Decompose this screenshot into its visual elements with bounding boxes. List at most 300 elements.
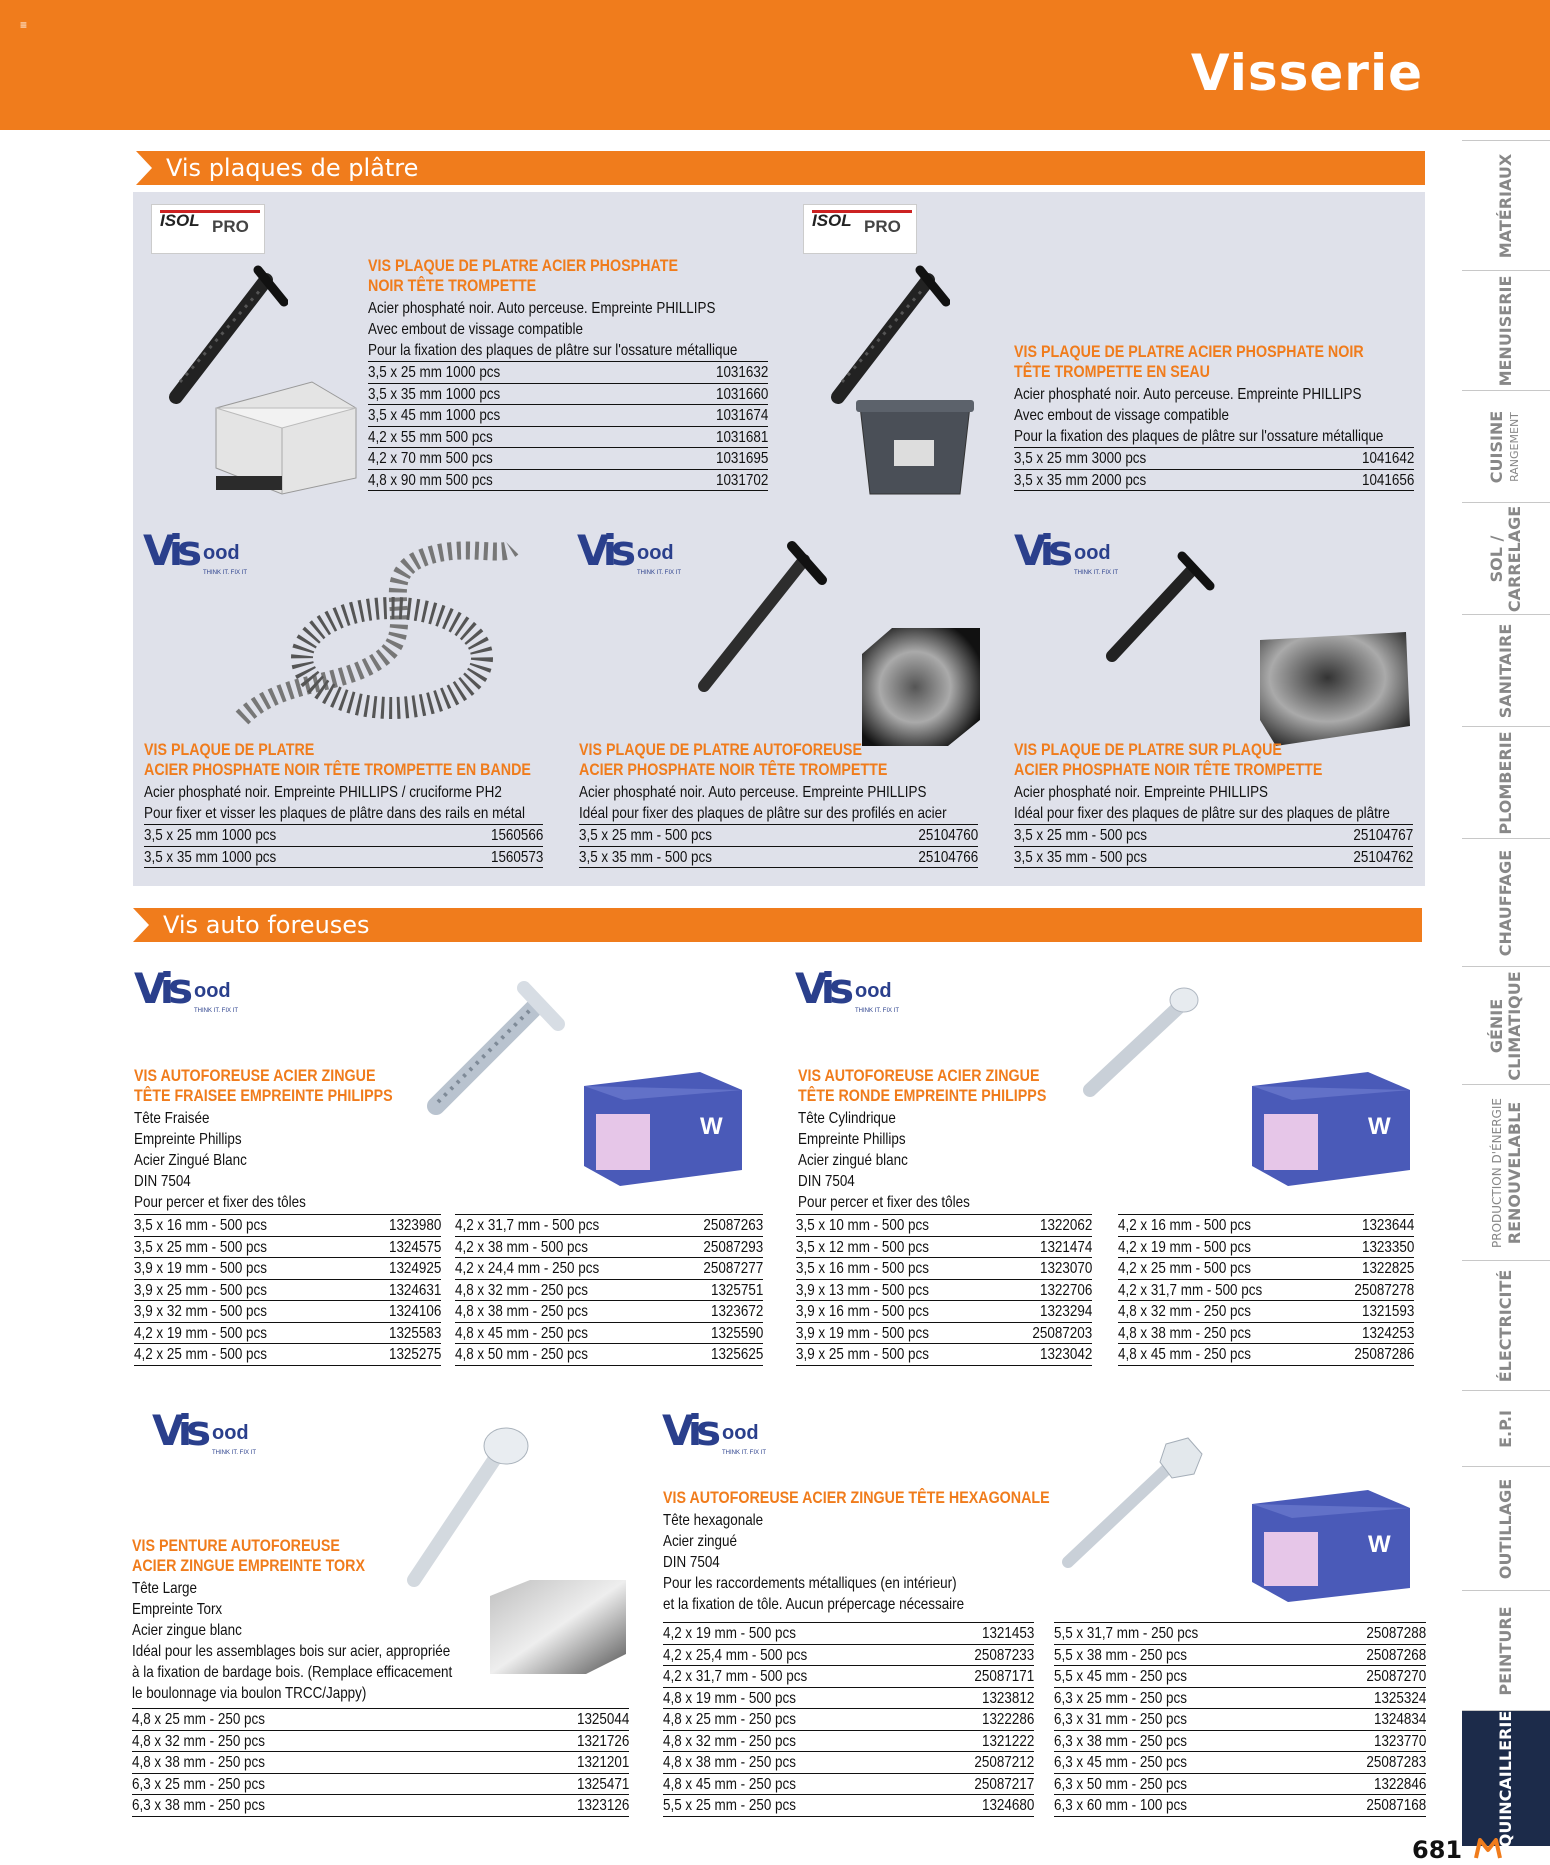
size-cell: 4,8 x 32 mm - 250 pcs bbox=[455, 1281, 588, 1299]
product-box-image bbox=[852, 624, 982, 748]
table-row bbox=[1054, 1666, 1426, 1688]
reference-cell: 1041642 bbox=[1361, 450, 1414, 467]
ref-table bbox=[1014, 824, 1413, 868]
size-cell: 4,2 x 31,7 mm - 500 pcs bbox=[455, 1217, 600, 1234]
reference-cell: 1325625 bbox=[710, 1346, 763, 1363]
product-title: ACIER ZINGUE EMPREINTE TORX bbox=[132, 1556, 366, 1575]
size-cell: 3,5 x 35 mm - 500 pcs bbox=[579, 848, 712, 866]
ref-table bbox=[796, 1214, 1092, 1366]
tab-epi[interactable]: E.P.I bbox=[1462, 1390, 1550, 1466]
product-title: VIS PLAQUE DE PLATRE SUR PLAQUE bbox=[1014, 740, 1282, 759]
product-title: VIS PLAQUE DE PLATRE ACIER PHOSPHATE NOIR bbox=[1014, 342, 1364, 361]
tab-outillage[interactable]: OUTILLAGE bbox=[1462, 1466, 1550, 1590]
reference-cell: 25087270 bbox=[1366, 1668, 1426, 1685]
tab-menuiserie[interactable]: MENUISERIE bbox=[1462, 270, 1550, 390]
page-header bbox=[0, 0, 1550, 130]
brand-m-icon bbox=[1474, 1838, 1502, 1860]
ref-table bbox=[368, 361, 768, 491]
size-cell: 3,5 x 25 mm - 500 pcs bbox=[1014, 827, 1147, 844]
reference-cell: 25087168 bbox=[1366, 1797, 1426, 1814]
size-cell: 3,5 x 25 mm 1000 pcs bbox=[144, 827, 277, 844]
size-cell: 4,8 x 50 mm - 250 pcs bbox=[455, 1346, 588, 1363]
reference-cell: 1031695 bbox=[715, 450, 768, 467]
product-desc: Pour percer et fixer des tôles bbox=[798, 1194, 970, 1211]
viswood-logo: Vis ood THINK IT. FIX IT bbox=[134, 964, 239, 1014]
product-desc: Avec embout de vissage compatible bbox=[368, 321, 583, 338]
product-box-image bbox=[1256, 630, 1412, 748]
tab-plomberie[interactable]: PLOMBERIE bbox=[1462, 726, 1550, 838]
product-desc: Pour percer et fixer des tôles bbox=[134, 1194, 306, 1211]
size-cell: 3,9 x 13 mm - 500 pcs bbox=[796, 1281, 929, 1299]
table-row bbox=[663, 1752, 1034, 1774]
size-cell: 6,3 x 45 mm - 250 pcs bbox=[1054, 1754, 1187, 1771]
table-row bbox=[1118, 1258, 1414, 1280]
reference-cell: 1031632 bbox=[715, 364, 768, 381]
reference-cell: 1323644 bbox=[1361, 1217, 1414, 1234]
visswood-box-image bbox=[1248, 1488, 1412, 1604]
table-row bbox=[134, 1237, 441, 1259]
table-row bbox=[134, 1344, 441, 1366]
reference-cell: 1322846 bbox=[1373, 1775, 1426, 1793]
size-cell: 6,3 x 50 mm - 250 pcs bbox=[1054, 1775, 1187, 1793]
product-autoforeuse-fraisee bbox=[134, 1066, 442, 1213]
size-cell: 3,5 x 35 mm 1000 pcs bbox=[368, 385, 501, 403]
reference-cell: 25087278 bbox=[1354, 1281, 1414, 1299]
table-row bbox=[1014, 470, 1414, 492]
reference-cell: 1325471 bbox=[576, 1775, 629, 1793]
size-cell: 4,8 x 45 mm - 250 pcs bbox=[455, 1324, 588, 1342]
table-row bbox=[1054, 1731, 1426, 1753]
reference-cell: 25087283 bbox=[1366, 1754, 1426, 1771]
table-row bbox=[663, 1709, 1034, 1731]
size-cell: 6,3 x 25 mm - 250 pcs bbox=[1054, 1689, 1187, 1707]
product-desc: Acier phosphaté noir. Empreinte PHILLIPS bbox=[1014, 784, 1269, 801]
table-row bbox=[1118, 1237, 1414, 1259]
size-cell: 5,5 x 31,7 mm - 250 pcs bbox=[1054, 1625, 1199, 1642]
reference-cell: 1322825 bbox=[1361, 1260, 1414, 1277]
table-row bbox=[1054, 1645, 1426, 1667]
reference-cell: 1324925 bbox=[388, 1260, 441, 1277]
product-title: ACIER PHOSPHATE NOIR TÊTE TROMPETTE bbox=[1014, 760, 1323, 779]
product-desc: Acier phosphaté noir. Auto perceuse. Empreinte PHILLIPS bbox=[579, 784, 927, 801]
reference-cell: 1031702 bbox=[715, 471, 768, 489]
tab-materiaux[interactable]: MATÉRIAUX bbox=[1462, 140, 1550, 270]
visswood-box-image bbox=[580, 1070, 744, 1188]
reference-cell: 1324575 bbox=[388, 1238, 441, 1256]
table-row bbox=[455, 1280, 763, 1302]
reference-cell: 1323980 bbox=[388, 1217, 441, 1234]
table-row bbox=[796, 1344, 1092, 1366]
product-desc: Acier Zingué Blanc bbox=[134, 1152, 247, 1169]
size-cell: 3,5 x 35 mm - 500 pcs bbox=[1014, 848, 1147, 866]
reference-cell: 1041656 bbox=[1361, 471, 1414, 489]
page-number: 681 bbox=[1412, 1836, 1463, 1864]
ref-table bbox=[134, 1214, 441, 1366]
table-row bbox=[1014, 825, 1413, 847]
table-row bbox=[663, 1623, 1034, 1645]
reference-cell: 25087286 bbox=[1354, 1346, 1414, 1363]
visswood-box-image bbox=[1248, 1070, 1412, 1188]
ref-table bbox=[663, 1622, 1034, 1817]
svg-text:W: W bbox=[700, 1113, 723, 1140]
reference-cell: 25087268 bbox=[1366, 1646, 1426, 1664]
product-desc: Tête Large bbox=[132, 1580, 198, 1597]
product-desc: Acier phosphaté noir. Auto perceuse. Empreinte PHILLIPS bbox=[1014, 386, 1362, 403]
table-row bbox=[368, 470, 768, 492]
product-desc: Acier phosphaté noir. Empreinte PHILLIPS / cruciforme PH2 bbox=[144, 784, 502, 801]
reference-cell: 25104760 bbox=[918, 827, 978, 844]
reference-cell: 1325590 bbox=[710, 1324, 763, 1342]
size-cell: 3,5 x 25 mm 3000 pcs bbox=[1014, 450, 1147, 467]
table-row bbox=[132, 1731, 629, 1753]
reference-cell: 1324631 bbox=[388, 1281, 441, 1299]
size-cell: 4,2 x 38 mm - 500 pcs bbox=[455, 1238, 588, 1256]
size-cell: 4,2 x 19 mm - 500 pcs bbox=[663, 1625, 796, 1642]
table-row bbox=[368, 384, 768, 406]
svg-text:W: W bbox=[1368, 1113, 1391, 1140]
table-row bbox=[144, 825, 543, 847]
size-cell: 4,2 x 19 mm - 500 pcs bbox=[134, 1324, 267, 1342]
size-cell: 4,8 x 32 mm - 250 pcs bbox=[1118, 1303, 1251, 1320]
product-drywall-bande bbox=[144, 740, 605, 868]
reference-cell: 25104767 bbox=[1353, 827, 1413, 844]
ref-table bbox=[144, 824, 543, 868]
viswood-logo: Vis ood THINK IT. FIX IT bbox=[662, 1406, 767, 1456]
table-row bbox=[134, 1323, 441, 1345]
product-desc: DIN 7504 bbox=[798, 1173, 855, 1190]
reference-cell: 1325044 bbox=[576, 1711, 629, 1728]
reference-cell: 1324834 bbox=[1373, 1711, 1426, 1728]
product-drywall-seau bbox=[1014, 342, 1454, 491]
tab-cuisine[interactable]: CUISINE RANGEMENT bbox=[1462, 390, 1550, 502]
size-cell: 4,8 x 25 mm - 250 pcs bbox=[132, 1711, 265, 1728]
table-row bbox=[1014, 847, 1413, 869]
product-title: TÊTE TROMPETTE EN SEAU bbox=[1014, 362, 1210, 381]
self-drilling-screw-image bbox=[1076, 980, 1204, 1104]
product-title: TÊTE RONDE EMPREINTE PHILIPPS bbox=[798, 1086, 1047, 1105]
product-desc: Empreinte Torx bbox=[132, 1601, 223, 1618]
size-cell: 4,2 x 19 mm - 500 pcs bbox=[1118, 1238, 1251, 1256]
size-cell: 3,5 x 25 mm - 500 pcs bbox=[134, 1238, 267, 1256]
size-cell: 3,5 x 45 mm 1000 pcs bbox=[368, 407, 501, 424]
tab-sanitaire[interactable]: SANITAIRE bbox=[1462, 614, 1550, 726]
tab-quincaillerie[interactable]: QUINCAILLERIE bbox=[1462, 1710, 1550, 1846]
table-row bbox=[1054, 1752, 1426, 1774]
size-cell: 3,9 x 16 mm - 500 pcs bbox=[796, 1303, 929, 1320]
size-cell: 3,5 x 35 mm 1000 pcs bbox=[144, 848, 277, 866]
isolpro-logo: ISOL PRO bbox=[151, 204, 265, 254]
reference-cell: 25087277 bbox=[703, 1260, 763, 1277]
product-desc: Pour la fixation des plaques de plâtre sur l'ossature métallique bbox=[1014, 428, 1384, 445]
size-cell: 3,5 x 25 mm 1000 pcs bbox=[368, 364, 501, 381]
table-row bbox=[134, 1280, 441, 1302]
reference-cell: 1321726 bbox=[576, 1732, 629, 1750]
product-title: VIS PENTURE AUTOFOREUSE bbox=[132, 1536, 340, 1555]
table-row bbox=[1054, 1774, 1426, 1796]
reference-cell: 1325583 bbox=[388, 1324, 441, 1342]
tab-peinture[interactable]: PEINTURE bbox=[1462, 1590, 1550, 1710]
table-row bbox=[368, 427, 768, 449]
reference-cell: 1322062 bbox=[1039, 1217, 1092, 1234]
table-row bbox=[144, 847, 543, 869]
product-desc: le boulonnage via boulon TRCC/Jappy) bbox=[132, 1685, 367, 1702]
product-desc: Acier zingue blanc bbox=[132, 1622, 242, 1639]
reference-cell: 25087233 bbox=[974, 1646, 1034, 1664]
ref-table bbox=[1118, 1214, 1414, 1366]
table-row bbox=[579, 847, 978, 869]
size-cell: 4,8 x 38 mm - 250 pcs bbox=[1118, 1324, 1251, 1342]
page-title: Visserie bbox=[1190, 44, 1423, 102]
size-cell: 6,3 x 38 mm - 250 pcs bbox=[132, 1797, 265, 1814]
size-cell: 4,2 x 70 mm 500 pcs bbox=[368, 450, 493, 467]
table-row bbox=[455, 1215, 763, 1237]
product-title: VIS PLAQUE DE PLATRE ACIER PHOSPHATE bbox=[368, 256, 678, 275]
product-drywall-sur-plaque bbox=[1014, 740, 1461, 868]
size-cell: 4,2 x 25,4 mm - 500 pcs bbox=[663, 1646, 808, 1664]
table-row bbox=[796, 1215, 1092, 1237]
reference-cell: 1322706 bbox=[1039, 1281, 1092, 1299]
product-autoforeuse-ronde bbox=[798, 1066, 1094, 1213]
reference-cell: 1323070 bbox=[1039, 1260, 1092, 1277]
screw-box-image bbox=[212, 378, 360, 496]
product-drywall-trompette bbox=[368, 256, 808, 491]
table-row bbox=[132, 1774, 629, 1796]
product-desc: Avec embout de vissage compatible bbox=[1014, 407, 1229, 424]
tab-sol-carrelage[interactable]: SOL / CARRELAGE bbox=[1462, 502, 1550, 614]
tab-energie-renouvelable[interactable]: PRODUCTION D'ÉNERGIE RENOUVELABLE bbox=[1462, 1084, 1550, 1260]
section-title-autoforeuses: Vis auto foreuses bbox=[133, 908, 1422, 942]
product-title: ACIER PHOSPHATE NOIR TÊTE TROMPETTE bbox=[579, 760, 888, 779]
table-row bbox=[132, 1709, 629, 1731]
table-row bbox=[1054, 1709, 1426, 1731]
table-row bbox=[796, 1258, 1092, 1280]
product-desc: Empreinte Phillips bbox=[798, 1131, 906, 1148]
product-desc: Acier zingué blanc bbox=[798, 1152, 908, 1169]
reference-cell: 1321222 bbox=[981, 1732, 1034, 1750]
collated-screws-image bbox=[222, 538, 522, 738]
reference-cell: 1031660 bbox=[715, 385, 768, 403]
reference-cell: 1321474 bbox=[1039, 1238, 1092, 1256]
ref-table bbox=[1014, 447, 1414, 491]
reference-cell: 1031681 bbox=[715, 428, 768, 446]
size-cell: 3,5 x 16 mm - 500 pcs bbox=[796, 1260, 929, 1277]
size-cell: 5,5 x 38 mm - 250 pcs bbox=[1054, 1646, 1187, 1664]
table-row bbox=[455, 1258, 763, 1280]
table-row bbox=[455, 1323, 763, 1345]
size-cell: 4,8 x 38 mm - 250 pcs bbox=[132, 1754, 265, 1771]
size-cell: 4,2 x 16 mm - 500 pcs bbox=[1118, 1217, 1251, 1234]
menu-icon[interactable]: ≡ bbox=[20, 18, 28, 32]
reference-cell: 25087263 bbox=[703, 1217, 763, 1234]
product-desc: Tête Fraisée bbox=[134, 1110, 210, 1127]
size-cell: 3,5 x 12 mm - 500 pcs bbox=[796, 1238, 929, 1256]
table-row bbox=[368, 405, 768, 427]
size-cell: 6,3 x 25 mm - 250 pcs bbox=[132, 1775, 265, 1793]
reference-cell: 1322286 bbox=[981, 1711, 1034, 1728]
size-cell: 6,3 x 38 mm - 250 pcs bbox=[1054, 1732, 1187, 1750]
product-desc: Idéal pour fixer des plaques de plâtre sur des plaques de plâtre bbox=[1014, 805, 1390, 822]
reference-cell: 1321593 bbox=[1361, 1303, 1414, 1320]
reference-cell: 1324253 bbox=[1361, 1324, 1414, 1342]
drywall-screw-image bbox=[1100, 548, 1220, 668]
size-cell: 4,8 x 32 mm - 250 pcs bbox=[132, 1732, 265, 1750]
table-row bbox=[132, 1752, 629, 1774]
table-row bbox=[134, 1301, 441, 1323]
size-cell: 3,9 x 25 mm - 500 pcs bbox=[796, 1346, 929, 1363]
ref-table bbox=[579, 824, 978, 868]
product-desc: DIN 7504 bbox=[134, 1173, 191, 1190]
size-cell: 3,5 x 35 mm 2000 pcs bbox=[1014, 471, 1147, 489]
ref-table bbox=[455, 1214, 763, 1366]
product-desc: Tête Cylindrique bbox=[798, 1110, 896, 1127]
table-row bbox=[663, 1645, 1034, 1667]
table-row bbox=[663, 1795, 1034, 1817]
reference-cell: 1325324 bbox=[1373, 1689, 1426, 1707]
reference-cell: 25087288 bbox=[1366, 1625, 1426, 1642]
table-row bbox=[1118, 1323, 1414, 1345]
product-title: ACIER PHOSPHATE NOIR TÊTE TROMPETTE EN BANDE bbox=[144, 760, 531, 779]
table-row bbox=[796, 1323, 1092, 1345]
reference-cell: 25087212 bbox=[974, 1754, 1034, 1771]
product-desc: à la fixation de bardage bois. (Remplace efficacement bbox=[132, 1664, 453, 1681]
reference-cell: 1031674 bbox=[715, 407, 768, 424]
product-title: NOIR TÊTE TROMPETTE bbox=[368, 276, 537, 295]
reference-cell: 1560573 bbox=[490, 848, 543, 866]
svg-text:W: W bbox=[1368, 1531, 1391, 1558]
size-cell: 3,5 x 10 mm - 500 pcs bbox=[796, 1217, 929, 1234]
product-title: VIS AUTOFOREUSE ACIER ZINGUE bbox=[134, 1066, 376, 1085]
table-row bbox=[368, 448, 768, 470]
product-desc: Pour la fixation des plaques de plâtre sur l'ossature métallique bbox=[368, 342, 738, 359]
table-row bbox=[1118, 1215, 1414, 1237]
size-cell: 4,2 x 24,4 mm - 250 pcs bbox=[455, 1260, 600, 1277]
table-row bbox=[134, 1258, 441, 1280]
product-title: VIS PLAQUE DE PLATRE bbox=[144, 740, 315, 759]
size-cell: 4,2 x 31,7 mm - 500 pcs bbox=[1118, 1281, 1263, 1299]
table-row bbox=[368, 362, 768, 384]
table-row bbox=[1054, 1795, 1426, 1817]
product-desc: Pour fixer et visser les plaques de plâtre dans des rails en métal bbox=[144, 805, 525, 822]
reference-cell: 1323294 bbox=[1039, 1303, 1092, 1320]
table-row bbox=[455, 1301, 763, 1323]
screw-bucket-image bbox=[856, 396, 974, 498]
reference-cell: 1321453 bbox=[981, 1625, 1034, 1642]
ref-table bbox=[1054, 1622, 1426, 1817]
size-cell: 3,5 x 25 mm - 500 pcs bbox=[579, 827, 712, 844]
product-autoforeuse-hexagonale bbox=[663, 1488, 1123, 1615]
reference-cell: 1321201 bbox=[576, 1754, 629, 1771]
size-cell: 4,8 x 25 mm - 250 pcs bbox=[663, 1711, 796, 1728]
table-row bbox=[1118, 1344, 1414, 1366]
size-cell: 4,2 x 31,7 mm - 500 pcs bbox=[663, 1668, 808, 1685]
product-title: VIS PLAQUE DE PLATRE AUTOFOREUSE bbox=[579, 740, 862, 759]
drywall-screw-image bbox=[820, 262, 950, 412]
size-cell: 5,5 x 45 mm - 250 pcs bbox=[1054, 1668, 1187, 1685]
table-row bbox=[1118, 1280, 1414, 1302]
viswood-logo: Vis ood THINK IT. FIX IT bbox=[577, 526, 682, 576]
table-row bbox=[132, 1795, 629, 1817]
product-penture-torx bbox=[132, 1536, 513, 1704]
table-row bbox=[1054, 1688, 1426, 1710]
reference-cell: 1325275 bbox=[388, 1346, 441, 1363]
reference-cell: 25087293 bbox=[703, 1238, 763, 1256]
product-desc: Idéal pour les assemblages bois sur acier, appropriée bbox=[132, 1643, 451, 1660]
table-row bbox=[663, 1688, 1034, 1710]
size-cell: 4,8 x 38 mm - 250 pcs bbox=[455, 1303, 588, 1320]
table-row bbox=[1054, 1623, 1426, 1645]
reference-cell: 1323126 bbox=[576, 1797, 629, 1814]
product-title: VIS AUTOFOREUSE ACIER ZINGUE bbox=[798, 1066, 1040, 1085]
reference-cell: 25087217 bbox=[974, 1775, 1034, 1793]
reference-cell: 25104766 bbox=[918, 848, 978, 866]
viswood-logo: Vis ood THINK IT. FIX IT bbox=[795, 964, 900, 1014]
reference-cell: 25087203 bbox=[1032, 1324, 1092, 1342]
size-cell: 4,8 x 45 mm - 250 pcs bbox=[663, 1775, 796, 1793]
reference-cell: 1324680 bbox=[981, 1797, 1034, 1814]
size-cell: 4,8 x 45 mm - 250 pcs bbox=[1118, 1346, 1251, 1363]
size-cell: 3,9 x 32 mm - 500 pcs bbox=[134, 1303, 267, 1320]
size-cell: 3,9 x 19 mm - 500 pcs bbox=[134, 1260, 267, 1277]
viswood-logo: Vis ood THINK IT. FIX IT bbox=[152, 1406, 257, 1456]
product-title: TÊTE FRAISEE EMPREINTE PHILIPPS bbox=[134, 1086, 393, 1105]
reference-cell: 1323042 bbox=[1039, 1346, 1092, 1363]
size-cell: 6,3 x 60 mm - 100 pcs bbox=[1054, 1797, 1187, 1814]
table-row bbox=[796, 1237, 1092, 1259]
reference-cell: 1323770 bbox=[1373, 1732, 1426, 1750]
product-desc: Acier zingué bbox=[663, 1533, 737, 1550]
reference-cell: 1325751 bbox=[710, 1281, 763, 1299]
tab-chauffage[interactable]: CHAUFFAGE bbox=[1462, 838, 1550, 966]
size-cell: 4,8 x 38 mm - 250 pcs bbox=[663, 1754, 796, 1771]
table-row bbox=[134, 1215, 441, 1237]
table-row bbox=[1118, 1301, 1414, 1323]
reference-cell: 1323350 bbox=[1361, 1238, 1414, 1256]
isolpro-logo: ISOL PRO bbox=[803, 204, 917, 254]
size-cell: 3,9 x 19 mm - 500 pcs bbox=[796, 1324, 929, 1342]
section-title-plaques: Vis plaques de plâtre bbox=[136, 151, 1425, 185]
table-row bbox=[455, 1237, 763, 1259]
table-row bbox=[796, 1301, 1092, 1323]
tab-electricite[interactable]: ÉLECTRICITÉ bbox=[1462, 1260, 1550, 1390]
product-desc: et la fixation de tôle. Aucun prépercage nécessaire bbox=[663, 1596, 965, 1613]
size-cell: 3,9 x 25 mm - 500 pcs bbox=[134, 1281, 267, 1299]
product-desc: Empreinte Phillips bbox=[134, 1131, 242, 1148]
size-cell: 4,2 x 25 mm - 500 pcs bbox=[134, 1346, 267, 1363]
reference-cell: 1324106 bbox=[388, 1303, 441, 1320]
size-cell: 5,5 x 25 mm - 250 pcs bbox=[663, 1797, 796, 1814]
reference-cell: 1560566 bbox=[490, 827, 543, 844]
tab-genie-climatique[interactable]: GÉNIE CLIMATIQUE bbox=[1462, 966, 1550, 1084]
size-cell: 3,5 x 16 mm - 500 pcs bbox=[134, 1217, 267, 1234]
table-row bbox=[1014, 448, 1414, 470]
size-cell: 4,8 x 90 mm 500 pcs bbox=[368, 471, 493, 489]
reference-cell: 25087171 bbox=[974, 1668, 1034, 1685]
table-row bbox=[579, 825, 978, 847]
table-row bbox=[796, 1280, 1092, 1302]
table-row bbox=[663, 1774, 1034, 1796]
viswood-logo: Vis ood THINK IT. FIX IT bbox=[1014, 526, 1119, 576]
ref-table bbox=[132, 1708, 629, 1817]
reference-cell: 1323672 bbox=[710, 1303, 763, 1320]
viswood-logo: Vis ood THINK IT. FIX IT bbox=[143, 526, 248, 576]
size-cell: 6,3 x 31 mm - 250 pcs bbox=[1054, 1711, 1187, 1728]
drywall-screw-image bbox=[690, 540, 830, 700]
size-cell: 4,2 x 25 mm - 500 pcs bbox=[1118, 1260, 1251, 1277]
table-row bbox=[663, 1666, 1034, 1688]
size-cell: 4,2 x 55 mm 500 pcs bbox=[368, 428, 493, 446]
table-row bbox=[455, 1344, 763, 1366]
table-row bbox=[663, 1731, 1034, 1753]
